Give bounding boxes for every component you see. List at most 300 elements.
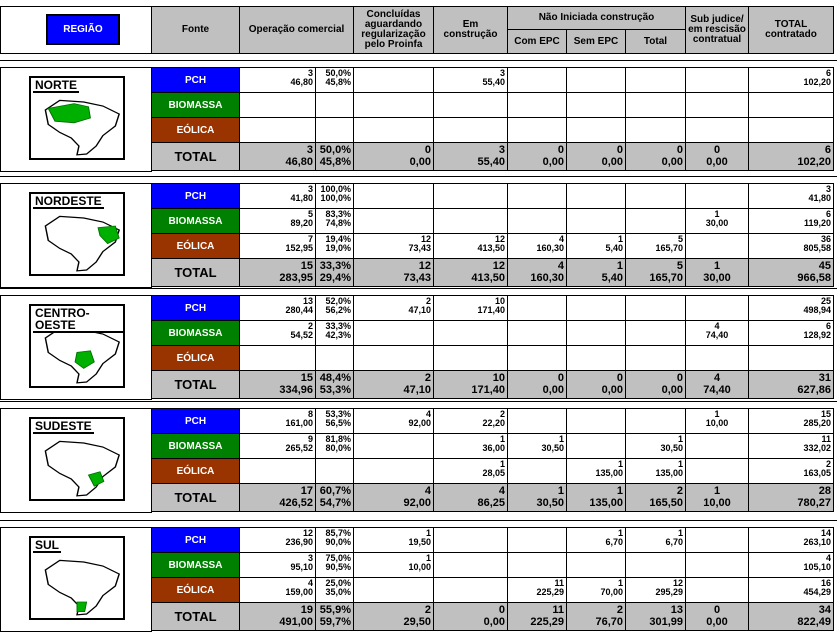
cell-epc — [507, 527, 567, 553]
cell-pct — [315, 458, 354, 484]
sepc-value: 1 — [617, 459, 623, 469]
total-sepc-value: 5,40 — [601, 272, 623, 285]
tc-value: 36 — [820, 234, 831, 244]
total-op-value: 334,96 — [279, 384, 313, 397]
cell-pct — [315, 295, 354, 321]
op-value: 161,00 — [285, 418, 313, 428]
total-op-value: 15 — [300, 371, 313, 384]
cell-tc — [748, 552, 834, 578]
total-cell-sepc — [566, 370, 626, 399]
total-cons-value: 3 — [498, 143, 505, 156]
cell-cons — [433, 408, 508, 434]
cons-value: 1 — [499, 459, 505, 469]
total-pct-value: 59,7% — [319, 616, 351, 629]
cell-sepc — [566, 117, 626, 143]
sepc-value: 1 — [617, 234, 623, 244]
cell-sepc — [566, 183, 626, 209]
tn-value: 6,70 — [665, 537, 683, 547]
pct-value: 75,0% — [325, 553, 351, 563]
conc-value: 2 — [425, 296, 431, 306]
sj-value: 4 — [714, 321, 720, 331]
cell-epc — [507, 183, 567, 209]
pct-value: 25,0% — [325, 578, 351, 588]
tc-value: 128,92 — [803, 330, 831, 340]
cell-op — [239, 345, 316, 371]
cell-cons — [433, 295, 508, 321]
tn-value: 135,00 — [655, 468, 683, 478]
source-tab-biomassa[interactable]: BIOMASSA — [151, 92, 240, 118]
cell-conc — [353, 458, 434, 484]
total-sepc-value: 1 — [616, 484, 623, 497]
total-cell-conc — [353, 142, 434, 171]
source-tab-pch[interactable]: PCH — [151, 408, 240, 434]
cell-tn — [625, 117, 686, 143]
cell-tc — [748, 295, 834, 321]
cell-tc — [748, 183, 834, 209]
total-cell-tc — [748, 370, 834, 399]
cell-epc — [507, 458, 567, 484]
total-conc-value: 4 — [424, 484, 431, 497]
cons-value: 413,50 — [477, 243, 505, 253]
cell-tn — [625, 577, 686, 603]
cell-op — [239, 208, 316, 234]
total-cell-op — [239, 602, 316, 631]
total-conc-value: 0 — [424, 143, 431, 156]
total-sj-value: 0 — [713, 603, 721, 616]
pct-value: 100,0% — [320, 184, 351, 194]
total-cell-epc — [507, 258, 567, 287]
total-cell-pct — [315, 370, 354, 399]
tc-value: 2 — [825, 459, 831, 469]
tn-value: 1 — [677, 459, 683, 469]
cell-sepc — [566, 527, 626, 553]
header-sem-epc: Sem EPC — [566, 29, 626, 54]
op-value: 8 — [307, 409, 313, 419]
tc-value: 454,29 — [803, 587, 831, 597]
total-cell-sj — [685, 258, 749, 287]
tc-value: 4 — [825, 553, 831, 563]
cell-sj — [685, 552, 749, 578]
total-cell-pct — [315, 602, 354, 631]
total-tn-value: 0,00 — [661, 384, 683, 397]
cell-epc — [507, 345, 567, 371]
total-conc-value: 0,00 — [409, 156, 431, 169]
tc-value: 105,10 — [803, 562, 831, 572]
cell-pct — [315, 67, 354, 93]
cell-sj — [685, 92, 749, 118]
total-cell-sj — [685, 142, 749, 171]
total-cell-sj — [685, 602, 749, 631]
cell-sj — [685, 320, 749, 346]
region-name-sudeste: SUDESTE — [35, 419, 92, 433]
cell-pct — [315, 117, 354, 143]
cell-epc — [507, 408, 567, 434]
pct-value: 33,3% — [325, 321, 351, 331]
cell-conc — [353, 577, 434, 603]
op-value: 4 — [307, 578, 313, 588]
region-map-sul — [29, 536, 125, 620]
pct-value: 90,5% — [325, 562, 351, 572]
total-op-value: 491,00 — [279, 616, 313, 629]
epc-value: 4 — [558, 234, 564, 244]
tc-value: 263,10 — [803, 537, 831, 547]
cell-sj — [685, 183, 749, 209]
cell-op — [239, 408, 316, 434]
conc-value: 12 — [420, 234, 431, 244]
sj-value: 74,40 — [705, 330, 729, 340]
header-concluidas: Concluídas aguardando regularização pelo Proinfa — [353, 6, 434, 54]
cell-sepc — [566, 67, 626, 93]
cell-tc — [748, 233, 834, 259]
total-tn-value: 0 — [676, 371, 683, 384]
header-regiao: REGIÃO — [46, 14, 120, 45]
source-tab-biomassa[interactable]: BIOMASSA — [151, 208, 240, 234]
total-cell-epc — [507, 142, 567, 171]
total-label: TOTAL — [151, 258, 240, 287]
total-conc-value: 92,00 — [403, 497, 431, 510]
tc-value: 6 — [825, 68, 831, 78]
total-cons-value: 86,25 — [477, 497, 505, 510]
cell-pct — [315, 345, 354, 371]
epc-value: 225,29 — [536, 587, 564, 597]
pct-value: 19,4% — [325, 234, 351, 244]
total-cell-epc — [507, 370, 567, 399]
conc-value: 1 — [425, 528, 431, 538]
header-operacao: Operação comercial — [239, 6, 354, 54]
cell-tn — [625, 458, 686, 484]
cell-sepc — [566, 433, 626, 459]
cell-sj — [685, 67, 749, 93]
op-value: 5 — [307, 209, 313, 219]
total-cell-cons — [433, 142, 508, 171]
cell-tc — [748, 408, 834, 434]
total-tc-value: 822,49 — [797, 616, 831, 629]
cell-tc — [748, 117, 834, 143]
op-value: 89,20 — [290, 218, 313, 228]
op-value: 236,90 — [285, 537, 313, 547]
cell-sepc — [566, 320, 626, 346]
total-conc-value: 12 — [418, 259, 431, 272]
total-pct-value: 45,8% — [319, 156, 351, 169]
op-value: 3 — [307, 68, 313, 78]
total-cell-pct — [315, 258, 354, 287]
cell-tc — [748, 67, 834, 93]
pct-value: 52,0% — [325, 296, 351, 306]
op-value: 7 — [307, 234, 313, 244]
cell-sj — [685, 433, 749, 459]
total-sepc-value: 0 — [616, 371, 623, 384]
region-name-centro-oeste: CENTRO-OESTE — [33, 307, 123, 333]
cons-value: 1 — [499, 434, 505, 444]
cell-sj — [685, 345, 749, 371]
source-tab-eolica[interactable]: EÓLICA — [151, 577, 240, 603]
cell-conc — [353, 320, 434, 346]
tn-value: 1 — [677, 434, 683, 444]
cell-op — [239, 67, 316, 93]
total-sepc-value: 2 — [616, 603, 623, 616]
sepc-value: 70,00 — [600, 587, 623, 597]
cell-tn — [625, 433, 686, 459]
source-tab-biomassa[interactable]: BIOMASSA — [151, 552, 240, 578]
total-sj-value: 1 — [713, 259, 721, 272]
pct-value: 50,0% — [325, 68, 351, 78]
cell-sepc — [566, 458, 626, 484]
total-tc-value: 31 — [818, 371, 831, 384]
cell-tn — [625, 183, 686, 209]
total-op-value: 426,52 — [279, 497, 313, 510]
region-separator — [0, 520, 837, 521]
cell-pct — [315, 208, 354, 234]
cell-conc — [353, 233, 434, 259]
total-epc-value: 0,00 — [542, 156, 564, 169]
source-tab-eolica[interactable]: EÓLICA — [151, 233, 240, 259]
total-tc-value: 966,58 — [797, 272, 831, 285]
source-tab-pch[interactable]: PCH — [151, 295, 240, 321]
header-regiao-cell — [0, 6, 152, 54]
total-tc-value: 28 — [818, 484, 831, 497]
total-cell-cons — [433, 602, 508, 631]
cell-op — [239, 577, 316, 603]
cell-epc — [507, 67, 567, 93]
source-tab-eolica[interactable]: EÓLICA — [151, 345, 240, 371]
cell-tn — [625, 345, 686, 371]
source-tab-eolica[interactable]: EÓLICA — [151, 117, 240, 143]
pct-value: 81,8% — [325, 434, 351, 444]
total-pct-value: 48,4% — [319, 371, 351, 384]
tc-value: 11 — [821, 434, 831, 444]
sj-value: 30,00 — [705, 218, 729, 228]
tc-value: 6 — [825, 321, 831, 331]
cell-pct — [315, 433, 354, 459]
cell-sepc — [566, 92, 626, 118]
total-op-value: 46,80 — [285, 156, 313, 169]
cell-epc — [507, 233, 567, 259]
op-value: 280,44 — [285, 305, 313, 315]
total-sj-value: 30,00 — [703, 272, 731, 285]
total-sj-value: 10,00 — [703, 497, 731, 510]
total-op-value: 15 — [300, 259, 313, 272]
region-map-norte — [29, 76, 125, 160]
total-epc-value: 225,29 — [530, 616, 564, 629]
total-cell-op — [239, 142, 316, 171]
epc-value: 11 — [554, 578, 564, 588]
pct-value: 83,3% — [325, 209, 351, 219]
total-cell-sepc — [566, 258, 626, 287]
cons-value: 2 — [499, 409, 505, 419]
total-conc-value: 29,50 — [403, 616, 431, 629]
total-epc-value: 0,00 — [542, 384, 564, 397]
source-tab-pch[interactable]: PCH — [151, 527, 240, 553]
total-conc-value: 73,43 — [403, 272, 431, 285]
total-cell-cons — [433, 483, 508, 512]
tc-value: 119,20 — [803, 218, 831, 228]
tc-value: 41,80 — [808, 193, 831, 203]
cell-cons — [433, 552, 508, 578]
total-cell-tn — [625, 370, 686, 399]
conc-value: 73,43 — [408, 243, 431, 253]
tc-value: 3 — [825, 184, 831, 194]
cell-epc — [507, 552, 567, 578]
total-pct-value: 50,0% — [319, 143, 351, 156]
source-tab-pch[interactable]: PCH — [151, 67, 240, 93]
cell-pct — [315, 577, 354, 603]
cell-cons — [433, 92, 508, 118]
region-name-norte: NORTE — [35, 78, 77, 92]
source-tab-biomassa[interactable]: BIOMASSA — [151, 320, 240, 346]
op-value: 2 — [307, 321, 313, 331]
sj-value: 10,00 — [705, 418, 729, 428]
total-op-value: 17 — [300, 484, 313, 497]
total-label: TOTAL — [151, 602, 240, 631]
total-cell-tn — [625, 602, 686, 631]
total-label: TOTAL — [151, 142, 240, 171]
total-cell-cons — [433, 258, 508, 287]
tn-value: 1 — [677, 528, 683, 538]
cell-tn — [625, 233, 686, 259]
cons-value: 28,05 — [482, 468, 505, 478]
sepc-value: 1 — [617, 528, 623, 538]
total-pct-value: 54,7% — [319, 497, 351, 510]
tc-value: 16 — [820, 578, 831, 588]
tc-value: 14 — [820, 528, 831, 538]
region-cell-sul — [0, 527, 152, 632]
total-epc-value: 1 — [557, 484, 564, 497]
pct-value: 90,0% — [325, 537, 351, 547]
cell-sj — [685, 117, 749, 143]
tc-value: 102,20 — [803, 77, 831, 87]
epc-value: 160,30 — [536, 243, 564, 253]
total-tn-value: 2 — [676, 484, 683, 497]
cell-cons — [433, 345, 508, 371]
epc-value: 30,50 — [541, 443, 564, 453]
total-sj-value: 4 — [713, 371, 721, 384]
pct-value: 19,0% — [325, 243, 351, 253]
cell-tc — [748, 320, 834, 346]
region-cell-norte — [0, 67, 152, 172]
total-cons-value: 171,40 — [471, 384, 505, 397]
total-cell-tn — [625, 142, 686, 171]
cell-pct — [315, 233, 354, 259]
source-tab-eolica[interactable]: EÓLICA — [151, 458, 240, 484]
total-cons-value: 55,40 — [477, 156, 505, 169]
total-pct-value: 60,7% — [319, 484, 351, 497]
region-map-nordeste — [29, 192, 125, 276]
cell-cons — [433, 208, 508, 234]
cell-op — [239, 320, 316, 346]
total-sj-value: 0 — [713, 143, 721, 156]
total-sepc-value: 0,00 — [601, 384, 623, 397]
op-value: 54,52 — [290, 330, 313, 340]
cell-tn — [625, 208, 686, 234]
total-tn-value: 301,99 — [649, 616, 683, 629]
cell-op — [239, 458, 316, 484]
total-cons-value: 4 — [498, 484, 505, 497]
cell-op — [239, 183, 316, 209]
op-value: 95,10 — [290, 562, 313, 572]
region-cell-sudeste — [0, 408, 152, 513]
total-cell-sj — [685, 483, 749, 512]
total-cons-value: 413,50 — [471, 272, 505, 285]
total-tc-value: 45 — [818, 259, 831, 272]
source-tab-pch[interactable]: PCH — [151, 183, 240, 209]
cell-sj — [685, 458, 749, 484]
cell-op — [239, 117, 316, 143]
total-tn-value: 165,50 — [649, 497, 683, 510]
total-pct-value: 53,3% — [319, 384, 351, 397]
cell-tn — [625, 552, 686, 578]
cons-value: 22,20 — [482, 418, 505, 428]
region-separator — [0, 288, 837, 289]
region-separator — [0, 176, 837, 177]
conc-value: 10,00 — [408, 562, 431, 572]
total-tc-value: 627,86 — [797, 384, 831, 397]
source-tab-biomassa[interactable]: BIOMASSA — [151, 433, 240, 459]
cell-epc — [507, 208, 567, 234]
region-map-centro-oeste — [29, 304, 125, 388]
tn-value: 12 — [672, 578, 683, 588]
cell-tc — [748, 208, 834, 234]
tc-value: 15 — [820, 409, 831, 419]
cell-conc — [353, 208, 434, 234]
total-label: TOTAL — [151, 370, 240, 399]
header-total-nao: Total — [625, 29, 686, 54]
cell-op — [239, 433, 316, 459]
total-tn-value: 0,00 — [661, 156, 683, 169]
cell-sj — [685, 577, 749, 603]
cell-pct — [315, 527, 354, 553]
cell-sepc — [566, 577, 626, 603]
cell-sepc — [566, 233, 626, 259]
total-sj-value: 0,00 — [706, 156, 728, 169]
cell-op — [239, 527, 316, 553]
cell-tc — [748, 527, 834, 553]
total-sepc-value: 1 — [616, 259, 623, 272]
op-value: 3 — [307, 184, 313, 194]
total-sj-value: 0,00 — [706, 616, 728, 629]
conc-value: 19,50 — [408, 537, 431, 547]
tc-value: 163,05 — [803, 468, 831, 478]
cons-value: 3 — [499, 68, 505, 78]
op-value: 152,95 — [285, 243, 313, 253]
total-cell-pct — [315, 483, 354, 512]
total-cell-epc — [507, 483, 567, 512]
cell-sepc — [566, 408, 626, 434]
cell-epc — [507, 433, 567, 459]
tc-value: 498,94 — [803, 305, 831, 315]
cell-op — [239, 92, 316, 118]
sepc-value: 6,70 — [605, 537, 623, 547]
total-cell-sepc — [566, 602, 626, 631]
cell-cons — [433, 320, 508, 346]
pct-value: 85,7% — [325, 528, 351, 538]
total-conc-value: 2 — [424, 603, 431, 616]
tn-value: 165,70 — [655, 243, 683, 253]
total-sj-value: 74,40 — [703, 384, 731, 397]
header-construcao: Em construção — [433, 6, 508, 54]
total-epc-value: 0 — [557, 143, 564, 156]
tc-value: 285,20 — [803, 418, 831, 428]
cell-conc — [353, 345, 434, 371]
cell-tc — [748, 577, 834, 603]
header-total-contratado: TOTAL contratado — [748, 6, 834, 54]
cell-sepc — [566, 208, 626, 234]
total-cell-tc — [748, 142, 834, 171]
pct-value: 100,0% — [320, 193, 351, 203]
tn-value: 295,29 — [655, 587, 683, 597]
cell-conc — [353, 117, 434, 143]
region-cell-centro-oeste — [0, 295, 152, 400]
total-tc-value: 102,20 — [797, 156, 831, 169]
